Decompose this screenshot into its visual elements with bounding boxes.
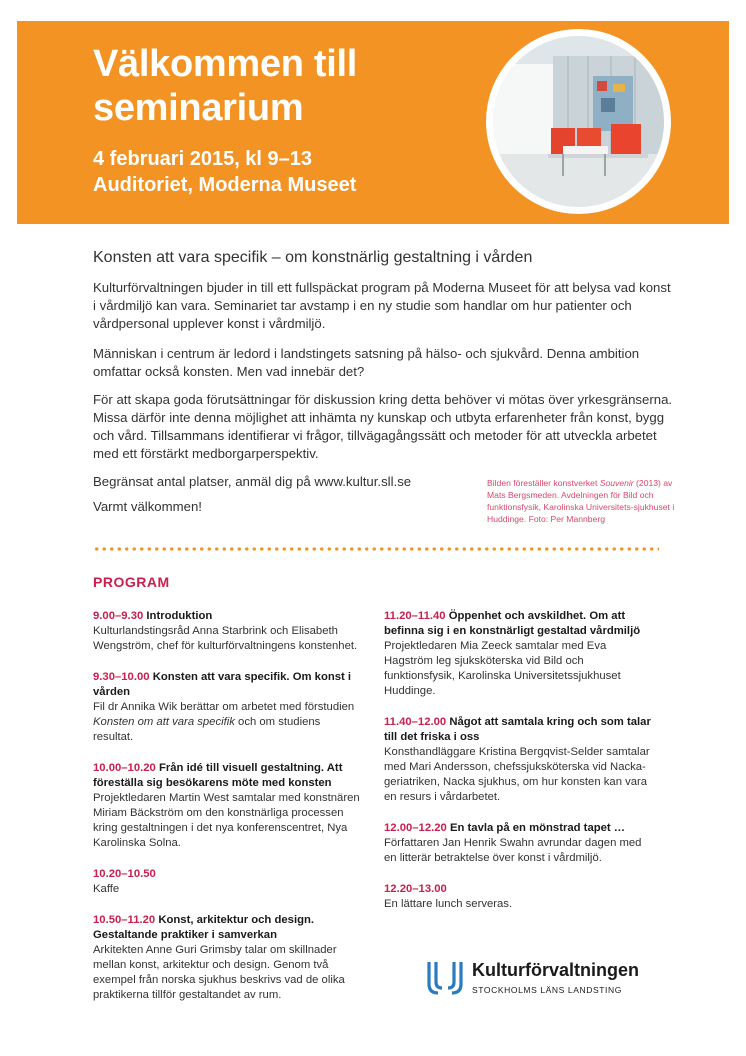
program-item <box>93 913 363 1003</box>
title-line-2: seminarium <box>93 87 304 129</box>
program-title: Något att samtala kring och som talar till det friska i oss <box>384 716 651 743</box>
program-description: En lättare lunch serveras. <box>384 898 513 910</box>
program-description: Projektledaren Mia Zeeck samtalar med Eva Hagström leg sjuksköterska vid Bild och funktionsfysik, Karolinska Universitetssjukhuset Huddinge. <box>384 640 621 697</box>
program-item-heading <box>93 670 363 700</box>
artwork-illustration <box>493 36 664 207</box>
logo-name: Kulturförvaltningen <box>472 960 639 980</box>
program-item <box>384 715 654 805</box>
program-item <box>93 670 363 745</box>
registration-text: Begränsat antal platser, anmäl dig på www.kultur.sll.se <box>93 474 412 489</box>
event-venue: Auditoriet, Moderna Museet <box>93 174 357 196</box>
program-title: Från idé till visuell gestaltning. Att föreställa sig besökarens möte med konsten <box>93 762 343 789</box>
welcome-text: Varmt välkommen! <box>93 499 202 514</box>
program-time: 11.40–12.00 <box>384 716 447 728</box>
program-description <box>93 700 363 745</box>
program-item <box>93 867 363 897</box>
program-description: Projektledaren Martin West samtalar med konstnären Miriam Bäckström om den konstnärliga processen kring gestaltningen i det nya konferenscentret, Nya Karolinska Solna. <box>93 792 360 849</box>
program-description: Kulturlandstingsråd Anna Starbrink och Elisabeth Wengström, chef för kulturförvaltningens konstenhet. <box>93 625 358 652</box>
dotted-divider <box>93 547 659 551</box>
program-title: Öppenhet och avskildhet. Om att befinna sig i en konstnärligt gestaltad vårdmiljö <box>384 610 641 637</box>
program-item-heading <box>384 609 654 639</box>
photo-caption <box>487 477 677 525</box>
program-item-heading <box>93 609 363 624</box>
program-time: 11.20–11.40 <box>384 610 446 622</box>
program-time: 9.00–9.30 <box>93 610 144 622</box>
program-time: 12.20–13.00 <box>384 883 447 895</box>
program-item <box>384 882 654 912</box>
event-details <box>93 146 356 198</box>
program-title: Konst, arkitektur och design. Gestaltande praktiker i samverkan <box>93 914 315 941</box>
program-item-heading <box>93 913 363 943</box>
caption-text-1: Bilden föreställer konstverket <box>487 478 598 488</box>
intro-heading: Konsten att vara specifik – om konstnärlig gestaltning i vården <box>93 249 533 266</box>
program-item <box>93 609 363 654</box>
intro-paragraph-2: Människan i centrum är ledord i landstingets satsning på hälso- och sjukvård. Denna ambition omfattar också konsten. Men vad innebär det? <box>93 346 640 379</box>
program-time: 9.30–10.00 <box>93 671 150 683</box>
title-line-1: Välkommen till <box>93 43 357 85</box>
organisation-logo <box>425 960 665 1000</box>
program-item <box>93 761 363 851</box>
program-item-heading <box>384 715 654 745</box>
caption-text-2: (2013) av Mats Bergsmeden. Avdelningen för Bild och funktionsfysik, Karolinska Universitets-sjukhuset i Huddinge. Foto: Per Mannberg <box>487 478 675 524</box>
artwork-photo <box>493 36 664 207</box>
program-title: Introduktion <box>146 610 213 622</box>
program-item-heading <box>93 761 363 791</box>
program-item <box>384 821 654 866</box>
program-description: Konsthandläggare Kristina Bergqvist-Selder samtalar med Mari Andersson, chefssjuksköterska vid Nacka-geriatriken, Nacka sjukhus, om hur konsten kan vara en resurs i vårdarbetet. <box>384 746 650 803</box>
program-time: 10.20–10.50 <box>93 868 156 880</box>
program-description: Arkitekten Anne Guri Grimsby talar om skillnader mellan konst, arkitektur och design. Genom två exempel från norska sjukhus beskrivs vad de olika praktikerna tillför gestaltandet av rum. <box>93 944 345 1001</box>
intro-paragraph-3: För att skapa goda förutsättningar för diskussion kring detta behöver vi mötas över yrkesgränserna. Missa därför inte denna möjlighet att inhämta ny kunskap och utbyta erfarenheter från konst, bygg och vård. Tillsammans identifierar vi frågor, tillvägagångssätt och metoder för att utveckla arbetet med ett förstärkt medborgarperspektiv. <box>93 392 673 461</box>
study-title: Konsten om att vara specifik <box>93 716 235 728</box>
program-item-heading <box>93 867 363 882</box>
program-heading: PROGRAM <box>93 574 170 590</box>
program-item-heading <box>384 882 654 897</box>
program-time: 10.00–10.20 <box>93 762 156 774</box>
program-item <box>384 609 654 699</box>
program-item-heading <box>384 821 654 836</box>
program-time: 10.50–11.20 <box>93 914 156 926</box>
event-date: 4 februari 2015, kl 9–13 <box>93 148 313 170</box>
description-text: Fil dr Annika Wik berättar om arbetet med förstudien <box>93 701 355 713</box>
program-time: 12.00–12.20 <box>384 822 447 834</box>
program-description: Författaren Jan Henrik Swahn avrundar dagen med en litterär betraktelse över konst i vårdmiljö. <box>384 837 642 864</box>
program-column-right <box>384 609 654 928</box>
landsting-logo-icon <box>425 960 465 996</box>
program-description: Kaffe <box>93 883 120 895</box>
program-title: En tavla på en mönstrad tapet … <box>449 822 626 834</box>
intro-paragraph-1: Kulturförvaltningen bjuder in till ett fullspäckat program på Moderna Museet för att belysa vad konst i vårdmiljö kan vara. Seminariet tar avstamp i en ny studie som handlar om hur patienter och vårdpersonal upplever konst i vårdmiljö. <box>93 280 671 331</box>
caption-work-title: Souvenir <box>599 478 634 488</box>
program-column-left <box>93 609 363 1019</box>
description-text: och om studiens resultat. <box>93 716 321 743</box>
page-title <box>93 42 357 130</box>
program-title: Konsten att vara specifik. Om konst i vården <box>93 671 352 698</box>
logo-subtitle: STOCKHOLMS LÄNS LANDSTING <box>472 985 622 995</box>
